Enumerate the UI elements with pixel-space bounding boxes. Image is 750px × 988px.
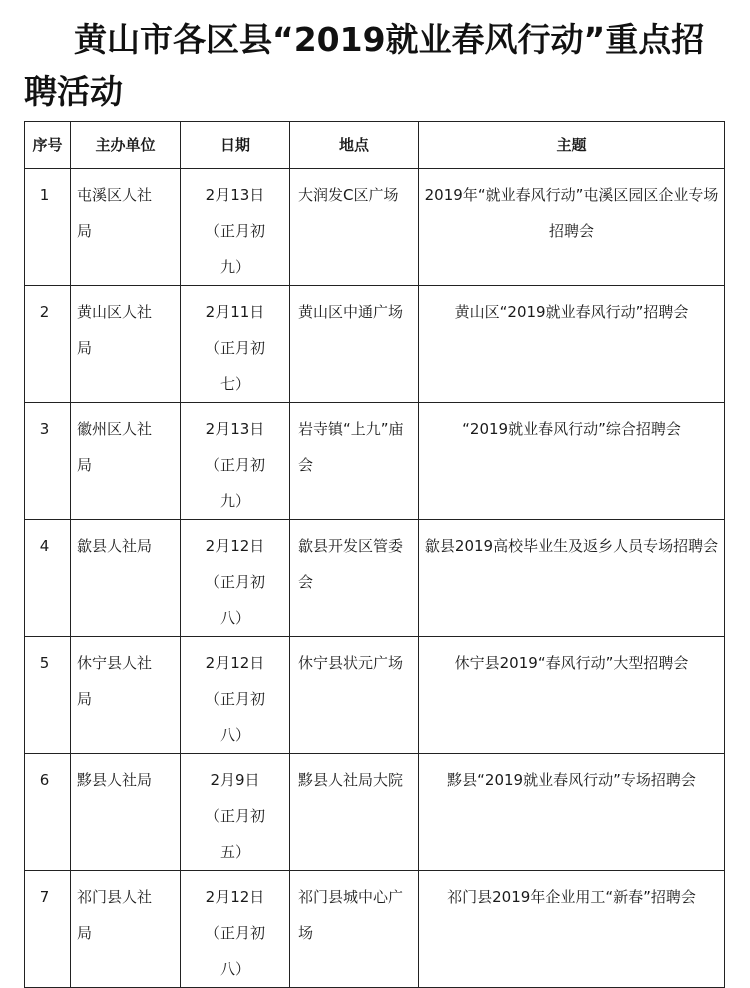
cell-place: 休宁县状元广场 (290, 637, 419, 754)
cell-organizer: 黄山区人社局 (71, 286, 181, 403)
header-place: 地点 (290, 122, 419, 169)
cell-organizer: 徽州区人社局 (71, 403, 181, 520)
cell-theme: 祁门县2019年企业用工“新春”招聘会 (419, 871, 725, 988)
cell-date: 2月12日（正月初八） (181, 637, 290, 754)
cell-date: 2月11日（正月初七） (181, 286, 290, 403)
cell-no: 5 (25, 637, 71, 754)
table-row (25, 637, 725, 754)
cell-organizer: 歙县人社局 (71, 520, 181, 637)
events-table (24, 121, 725, 988)
table-row (25, 403, 725, 520)
table-row (25, 754, 725, 871)
cell-no: 1 (25, 169, 71, 286)
cell-place: 黟县人社局大院 (290, 754, 419, 871)
cell-theme: 黟县“2019就业春风行动”专场招聘会 (419, 754, 725, 871)
cell-organizer: 休宁县人社局 (71, 637, 181, 754)
table-row (25, 169, 725, 286)
cell-no: 7 (25, 871, 71, 988)
cell-no: 3 (25, 403, 71, 520)
cell-theme: 黄山区“2019就业春风行动”招聘会 (419, 286, 725, 403)
cell-theme: 2019年“就业春风行动”屯溪区园区企业专场招聘会 (419, 169, 725, 286)
cell-place: 岩寺镇“上九”庙会 (290, 403, 419, 520)
cell-date: 2月12日（正月初八） (181, 520, 290, 637)
header-theme: 主题 (419, 122, 725, 169)
cell-date: 2月9日（正月初五） (181, 754, 290, 871)
table-row (25, 871, 725, 988)
cell-date: 2月12日（正月初八） (181, 871, 290, 988)
cell-place: 大润发C区广场 (290, 169, 419, 286)
cell-place: 祁门县城中心广场 (290, 871, 419, 988)
cell-no: 4 (25, 520, 71, 637)
table-row (25, 286, 725, 403)
cell-organizer: 黟县人社局 (71, 754, 181, 871)
cell-no: 6 (25, 754, 71, 871)
header-no: 序号 (25, 122, 71, 169)
cell-place: 歙县开发区管委会 (290, 520, 419, 637)
table-row (25, 520, 725, 637)
cell-date: 2月13日（正月初九） (181, 169, 290, 286)
cell-organizer: 屯溪区人社局 (71, 169, 181, 286)
header-date: 日期 (181, 122, 290, 169)
cell-no: 2 (25, 286, 71, 403)
page-title: 黄山市各区县“2019就业春风行动”重点招聘活动 (24, 20, 705, 111)
cell-date: 2月13日（正月初九） (181, 403, 290, 520)
cell-theme: 休宁县2019“春风行动”大型招聘会 (419, 637, 725, 754)
cell-theme: “2019就业春风行动”综合招聘会 (419, 403, 725, 520)
cell-theme: 歙县2019高校毕业生及返乡人员专场招聘会 (419, 520, 725, 637)
cell-organizer: 祁门县人社局 (71, 871, 181, 988)
cell-place: 黄山区中通广场 (290, 286, 419, 403)
header-organizer: 主办单位 (71, 122, 181, 169)
table-header-row (25, 122, 725, 169)
